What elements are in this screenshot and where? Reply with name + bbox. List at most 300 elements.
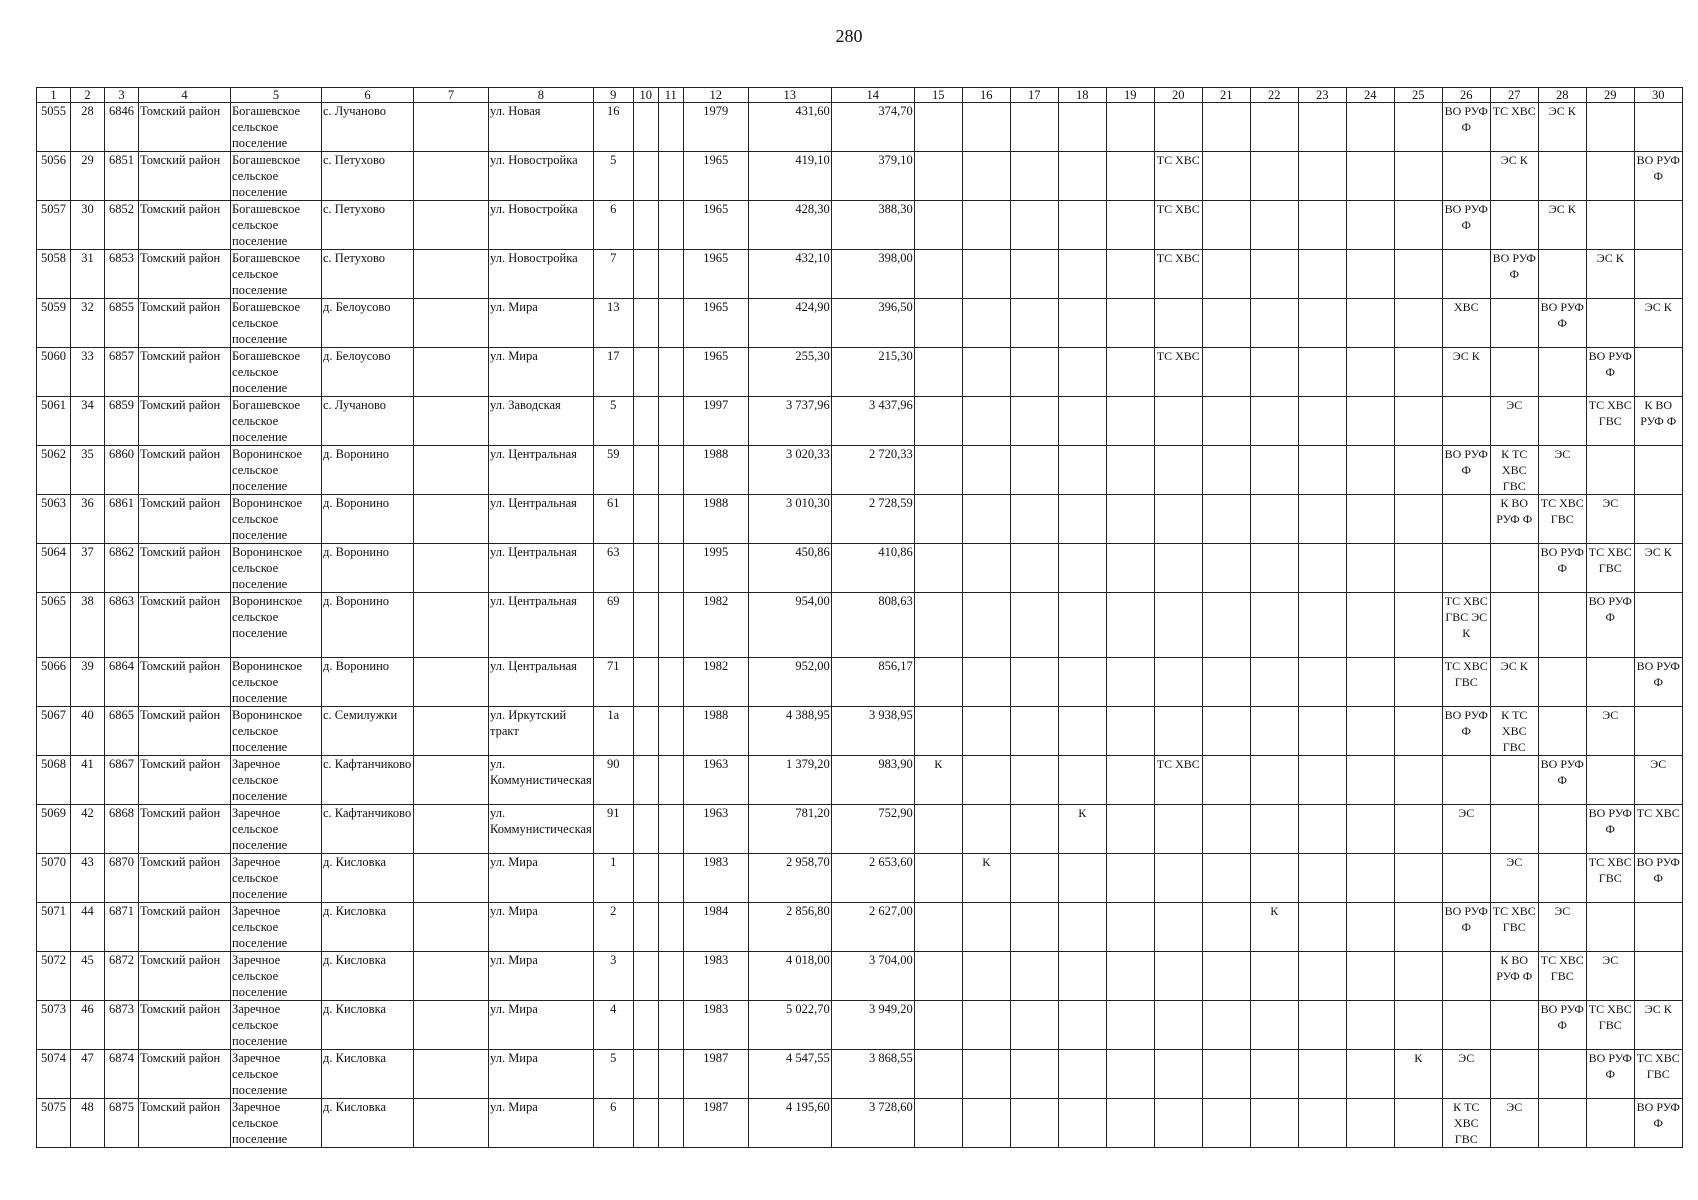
cell-col-29: ТС ХВС ГВС [1586, 397, 1634, 446]
cell-col-23 [1298, 805, 1346, 854]
column-header-14: 14 [831, 88, 914, 103]
cell-col-18 [1058, 952, 1106, 1001]
cell-col-28: ВО РУФ Ф [1538, 756, 1586, 805]
cell-col-28 [1538, 658, 1586, 707]
cell-col-21 [1202, 152, 1250, 201]
cell-col-4: Томский район [139, 593, 231, 658]
cell-col-27: ТС ХВС [1490, 103, 1538, 152]
cell-col-1: 5055 [37, 103, 71, 152]
cell-col-2: 36 [71, 495, 105, 544]
cell-col-30 [1634, 952, 1682, 1001]
cell-col-29: ВО РУФ Ф [1586, 805, 1634, 854]
cell-col-11 [658, 1001, 683, 1050]
cell-col-16 [962, 103, 1010, 152]
cell-col-11 [658, 707, 683, 756]
cell-col-6: д. Белоусово [322, 348, 414, 397]
cell-col-19 [1106, 658, 1154, 707]
cell-col-11 [658, 756, 683, 805]
cell-col-25 [1394, 903, 1442, 952]
cell-col-22 [1250, 446, 1298, 495]
cell-col-5: Богашевское сельское поселение [231, 299, 322, 348]
cell-col-16 [962, 1099, 1010, 1148]
cell-col-3: 6874 [105, 1050, 139, 1099]
cell-col-4: Томский район [139, 1099, 231, 1148]
cell-col-30: ТС ХВС ГВС [1634, 1050, 1682, 1099]
cell-col-24 [1346, 903, 1394, 952]
cell-col-20 [1154, 495, 1202, 544]
cell-col-17 [1010, 854, 1058, 903]
cell-col-6: с. Лучаново [322, 397, 414, 446]
cell-col-9: 63 [593, 544, 633, 593]
cell-col-5: Богашевское сельское поселение [231, 250, 322, 299]
cell-col-11 [658, 201, 683, 250]
cell-col-16 [962, 756, 1010, 805]
cell-col-22 [1250, 805, 1298, 854]
page-number: 280 [835, 26, 863, 46]
cell-col-6: д. Кисловка [322, 1099, 414, 1148]
cell-col-1: 5060 [37, 348, 71, 397]
cell-col-17 [1010, 103, 1058, 152]
cell-col-17 [1010, 593, 1058, 658]
cell-col-12: 1997 [683, 397, 748, 446]
cell-col-27 [1490, 756, 1538, 805]
cell-col-23 [1298, 854, 1346, 903]
cell-col-24 [1346, 952, 1394, 1001]
cell-col-19 [1106, 495, 1154, 544]
cell-col-6: с. Кафтанчиково [322, 805, 414, 854]
cell-col-3: 6867 [105, 756, 139, 805]
cell-col-5: Заречное сельское поселение [231, 903, 322, 952]
cell-col-26: ЭС [1442, 805, 1490, 854]
cell-col-30: ЭС К [1634, 544, 1682, 593]
cell-col-14: 3 868,55 [831, 1050, 914, 1099]
cell-col-26: К ТС ХВС ГВС [1442, 1099, 1490, 1148]
cell-col-3: 6870 [105, 854, 139, 903]
cell-col-12: 1979 [683, 103, 748, 152]
cell-col-19 [1106, 707, 1154, 756]
cell-col-3: 6868 [105, 805, 139, 854]
cell-col-28 [1538, 805, 1586, 854]
cell-col-15 [914, 854, 962, 903]
cell-col-27: К ТС ХВС ГВС [1490, 446, 1538, 495]
cell-col-1: 5061 [37, 397, 71, 446]
cell-col-4: Томский район [139, 152, 231, 201]
cell-col-25 [1394, 854, 1442, 903]
cell-col-10 [633, 1050, 658, 1099]
cell-col-17 [1010, 495, 1058, 544]
cell-col-22 [1250, 397, 1298, 446]
cell-col-26: ВО РУФ Ф [1442, 903, 1490, 952]
cell-col-5: Богашевское сельское поселение [231, 201, 322, 250]
cell-col-18 [1058, 756, 1106, 805]
cell-col-3: 6851 [105, 152, 139, 201]
cell-col-19 [1106, 756, 1154, 805]
column-header-20: 20 [1154, 88, 1202, 103]
cell-col-6: д. Белоусово [322, 299, 414, 348]
cell-col-8: ул. Центральная [489, 495, 594, 544]
cell-col-13: 424,90 [748, 299, 831, 348]
cell-col-29: ЭС К [1586, 250, 1634, 299]
cell-col-30 [1634, 495, 1682, 544]
cell-col-6: д. Воронино [322, 446, 414, 495]
cell-col-29 [1586, 152, 1634, 201]
cell-col-6: с. Петухово [322, 201, 414, 250]
cell-col-29 [1586, 903, 1634, 952]
cell-col-29 [1586, 658, 1634, 707]
cell-col-27 [1490, 1001, 1538, 1050]
cell-col-18 [1058, 1099, 1106, 1148]
cell-col-27: ЭС [1490, 854, 1538, 903]
cell-col-20 [1154, 952, 1202, 1001]
cell-col-15 [914, 903, 962, 952]
cell-col-8: ул. Мира [489, 1050, 594, 1099]
column-header-13: 13 [748, 88, 831, 103]
cell-col-20 [1154, 1001, 1202, 1050]
cell-col-8: ул. Новая [489, 103, 594, 152]
cell-col-2: 46 [71, 1001, 105, 1050]
cell-col-9: 69 [593, 593, 633, 658]
cell-col-16: К [962, 854, 1010, 903]
cell-col-4: Томский район [139, 903, 231, 952]
table-row [37, 805, 1683, 854]
cell-col-8: ул. Мира [489, 299, 594, 348]
cell-col-11 [658, 495, 683, 544]
cell-col-23 [1298, 201, 1346, 250]
cell-col-9: 17 [593, 348, 633, 397]
cell-col-1: 5064 [37, 544, 71, 593]
cell-col-14: 808,63 [831, 593, 914, 658]
cell-col-15 [914, 658, 962, 707]
cell-col-11 [658, 854, 683, 903]
cell-col-21 [1202, 903, 1250, 952]
cell-col-7 [414, 103, 489, 152]
cell-col-13: 2 958,70 [748, 854, 831, 903]
cell-col-25 [1394, 201, 1442, 250]
cell-col-29: ТС ХВС ГВС [1586, 1001, 1634, 1050]
cell-col-8: ул. Коммунистическая [489, 756, 594, 805]
cell-col-4: Томский район [139, 299, 231, 348]
cell-col-8: ул. Заводская [489, 397, 594, 446]
table-row [37, 756, 1683, 805]
cell-col-23 [1298, 495, 1346, 544]
cell-col-18 [1058, 854, 1106, 903]
cell-col-1: 5066 [37, 658, 71, 707]
cell-col-11 [658, 593, 683, 658]
cell-col-13: 428,30 [748, 201, 831, 250]
cell-col-24 [1346, 250, 1394, 299]
cell-col-1: 5063 [37, 495, 71, 544]
cell-col-26 [1442, 250, 1490, 299]
cell-col-8: ул. Мира [489, 348, 594, 397]
cell-col-18 [1058, 903, 1106, 952]
cell-col-4: Томский район [139, 201, 231, 250]
cell-col-17 [1010, 397, 1058, 446]
cell-col-7 [414, 658, 489, 707]
cell-col-14: 983,90 [831, 756, 914, 805]
cell-col-3: 6862 [105, 544, 139, 593]
cell-col-8: ул. Новостройка [489, 152, 594, 201]
cell-col-28: ЭС К [1538, 201, 1586, 250]
cell-col-15 [914, 250, 962, 299]
cell-col-1: 5070 [37, 854, 71, 903]
cell-col-3: 6864 [105, 658, 139, 707]
cell-col-9: 90 [593, 756, 633, 805]
cell-col-30: ВО РУФ Ф [1634, 854, 1682, 903]
cell-col-18 [1058, 152, 1106, 201]
cell-col-29: ТС ХВС ГВС [1586, 854, 1634, 903]
cell-col-16 [962, 201, 1010, 250]
cell-col-7 [414, 756, 489, 805]
cell-col-25 [1394, 756, 1442, 805]
cell-col-3: 6873 [105, 1001, 139, 1050]
cell-col-17 [1010, 250, 1058, 299]
cell-col-15 [914, 952, 962, 1001]
cell-col-22 [1250, 854, 1298, 903]
cell-col-21 [1202, 348, 1250, 397]
cell-col-11 [658, 1099, 683, 1148]
cell-col-14: 379,10 [831, 152, 914, 201]
cell-col-28 [1538, 348, 1586, 397]
cell-col-16 [962, 446, 1010, 495]
cell-col-22 [1250, 299, 1298, 348]
cell-col-4: Томский район [139, 544, 231, 593]
cell-col-14: 3 949,20 [831, 1001, 914, 1050]
cell-col-14: 2 653,60 [831, 854, 914, 903]
cell-col-18 [1058, 658, 1106, 707]
column-header-23: 23 [1298, 88, 1346, 103]
cell-col-29 [1586, 446, 1634, 495]
cell-col-2: 30 [71, 201, 105, 250]
cell-col-27 [1490, 348, 1538, 397]
cell-col-6: д. Кисловка [322, 1050, 414, 1099]
cell-col-11 [658, 152, 683, 201]
cell-col-12: 1963 [683, 756, 748, 805]
cell-col-4: Томский район [139, 250, 231, 299]
cell-col-22 [1250, 952, 1298, 1001]
cell-col-5: Заречное сельское поселение [231, 854, 322, 903]
cell-col-18 [1058, 446, 1106, 495]
cell-col-12: 1982 [683, 593, 748, 658]
cell-col-24 [1346, 397, 1394, 446]
cell-col-2: 29 [71, 152, 105, 201]
cell-col-14: 3 437,96 [831, 397, 914, 446]
cell-col-23 [1298, 152, 1346, 201]
cell-col-7 [414, 854, 489, 903]
cell-col-16 [962, 805, 1010, 854]
cell-col-2: 44 [71, 903, 105, 952]
cell-col-1: 5056 [37, 152, 71, 201]
cell-col-8: ул. Мира [489, 854, 594, 903]
cell-col-24 [1346, 103, 1394, 152]
cell-col-22 [1250, 201, 1298, 250]
cell-col-2: 48 [71, 1099, 105, 1148]
cell-col-7 [414, 903, 489, 952]
cell-col-28 [1538, 1050, 1586, 1099]
cell-col-12: 1987 [683, 1099, 748, 1148]
cell-col-2: 37 [71, 544, 105, 593]
cell-col-9: 5 [593, 397, 633, 446]
cell-col-13: 450,86 [748, 544, 831, 593]
cell-col-27 [1490, 201, 1538, 250]
cell-col-5: Заречное сельское поселение [231, 805, 322, 854]
cell-col-4: Томский район [139, 103, 231, 152]
table-body [37, 103, 1683, 1148]
cell-col-26 [1442, 152, 1490, 201]
cell-col-26: ТС ХВС ГВС [1442, 658, 1490, 707]
cell-col-17 [1010, 544, 1058, 593]
cell-col-28 [1538, 854, 1586, 903]
cell-col-16 [962, 707, 1010, 756]
cell-col-27: ЭС К [1490, 152, 1538, 201]
cell-col-1: 5065 [37, 593, 71, 658]
cell-col-2: 39 [71, 658, 105, 707]
cell-col-4: Томский район [139, 348, 231, 397]
cell-col-12: 1965 [683, 250, 748, 299]
table-row [37, 495, 1683, 544]
table-row [37, 299, 1683, 348]
cell-col-17 [1010, 805, 1058, 854]
cell-col-27 [1490, 805, 1538, 854]
cell-col-12: 1995 [683, 544, 748, 593]
cell-col-27: ЭС [1490, 1099, 1538, 1148]
cell-col-2: 32 [71, 299, 105, 348]
cell-col-6: д. Воронино [322, 495, 414, 544]
cell-col-19 [1106, 593, 1154, 658]
cell-col-29 [1586, 299, 1634, 348]
cell-col-21 [1202, 250, 1250, 299]
cell-col-16 [962, 299, 1010, 348]
cell-col-21 [1202, 707, 1250, 756]
cell-col-13: 431,60 [748, 103, 831, 152]
cell-col-11 [658, 397, 683, 446]
cell-col-11 [658, 805, 683, 854]
cell-col-1: 5058 [37, 250, 71, 299]
cell-col-6: д. Кисловка [322, 1001, 414, 1050]
cell-col-24 [1346, 1099, 1394, 1148]
cell-col-27: ТС ХВС ГВС [1490, 903, 1538, 952]
cell-col-28: ТС ХВС ГВС [1538, 952, 1586, 1001]
cell-col-25 [1394, 348, 1442, 397]
column-header-5: 5 [231, 88, 322, 103]
cell-col-8: ул. Мира [489, 952, 594, 1001]
cell-col-30: ВО РУФ Ф [1634, 658, 1682, 707]
cell-col-28: ЭС К [1538, 103, 1586, 152]
cell-col-22: К [1250, 903, 1298, 952]
cell-col-13: 3 020,33 [748, 446, 831, 495]
cell-col-2: 42 [71, 805, 105, 854]
cell-col-3: 6857 [105, 348, 139, 397]
cell-col-19 [1106, 805, 1154, 854]
cell-col-15 [914, 544, 962, 593]
cell-col-14: 3 728,60 [831, 1099, 914, 1148]
cell-col-26 [1442, 952, 1490, 1001]
cell-col-21 [1202, 805, 1250, 854]
cell-col-11 [658, 658, 683, 707]
cell-col-7 [414, 544, 489, 593]
cell-col-10 [633, 446, 658, 495]
cell-col-25 [1394, 103, 1442, 152]
cell-col-14: 2 720,33 [831, 446, 914, 495]
cell-col-21 [1202, 854, 1250, 903]
cell-col-2: 47 [71, 1050, 105, 1099]
cell-col-1: 5075 [37, 1099, 71, 1148]
cell-col-8: ул. Центральная [489, 658, 594, 707]
cell-col-19 [1106, 397, 1154, 446]
cell-col-16 [962, 658, 1010, 707]
cell-col-24 [1346, 446, 1394, 495]
cell-col-25 [1394, 250, 1442, 299]
cell-col-3: 6872 [105, 952, 139, 1001]
cell-col-10 [633, 544, 658, 593]
cell-col-15: К [914, 756, 962, 805]
column-header-12: 12 [683, 88, 748, 103]
cell-col-24 [1346, 348, 1394, 397]
cell-col-8: ул. Иркутский тракт [489, 707, 594, 756]
cell-col-13: 4 547,55 [748, 1050, 831, 1099]
cell-col-29 [1586, 756, 1634, 805]
cell-col-30: ТС ХВС [1634, 805, 1682, 854]
cell-col-30: ВО РУФ Ф [1634, 152, 1682, 201]
cell-col-22 [1250, 348, 1298, 397]
cell-col-7 [414, 250, 489, 299]
cell-col-28: ВО РУФ Ф [1538, 299, 1586, 348]
cell-col-6: д. Кисловка [322, 952, 414, 1001]
cell-col-17 [1010, 1099, 1058, 1148]
column-header-25: 25 [1394, 88, 1442, 103]
cell-col-23 [1298, 1099, 1346, 1148]
cell-col-14: 398,00 [831, 250, 914, 299]
cell-col-5: Богашевское сельское поселение [231, 397, 322, 446]
cell-col-20 [1154, 1099, 1202, 1148]
cell-col-19 [1106, 544, 1154, 593]
cell-col-6: д. Воронино [322, 544, 414, 593]
cell-col-22 [1250, 707, 1298, 756]
table-row [37, 397, 1683, 446]
cell-col-9: 61 [593, 495, 633, 544]
cell-col-30 [1634, 446, 1682, 495]
cell-col-3: 6853 [105, 250, 139, 299]
cell-col-2: 40 [71, 707, 105, 756]
cell-col-4: Томский район [139, 446, 231, 495]
cell-col-20 [1154, 103, 1202, 152]
column-header-27: 27 [1490, 88, 1538, 103]
cell-col-23 [1298, 1001, 1346, 1050]
cell-col-4: Томский район [139, 707, 231, 756]
cell-col-21 [1202, 544, 1250, 593]
cell-col-18 [1058, 103, 1106, 152]
cell-col-2: 45 [71, 952, 105, 1001]
cell-col-20 [1154, 446, 1202, 495]
cell-col-21 [1202, 593, 1250, 658]
cell-col-13: 952,00 [748, 658, 831, 707]
cell-col-19 [1106, 152, 1154, 201]
cell-col-4: Томский район [139, 1001, 231, 1050]
cell-col-30: ЭС К [1634, 1001, 1682, 1050]
column-header-29: 29 [1586, 88, 1634, 103]
cell-col-15 [914, 593, 962, 658]
cell-col-3: 6863 [105, 593, 139, 658]
cell-col-21 [1202, 1050, 1250, 1099]
cell-col-26 [1442, 495, 1490, 544]
cell-col-30: ЭС [1634, 756, 1682, 805]
cell-col-22 [1250, 1050, 1298, 1099]
cell-col-5: Богашевское сельское поселение [231, 348, 322, 397]
cell-col-7 [414, 299, 489, 348]
cell-col-28 [1538, 707, 1586, 756]
cell-col-26: ХВС [1442, 299, 1490, 348]
cell-col-26 [1442, 756, 1490, 805]
cell-col-26 [1442, 854, 1490, 903]
